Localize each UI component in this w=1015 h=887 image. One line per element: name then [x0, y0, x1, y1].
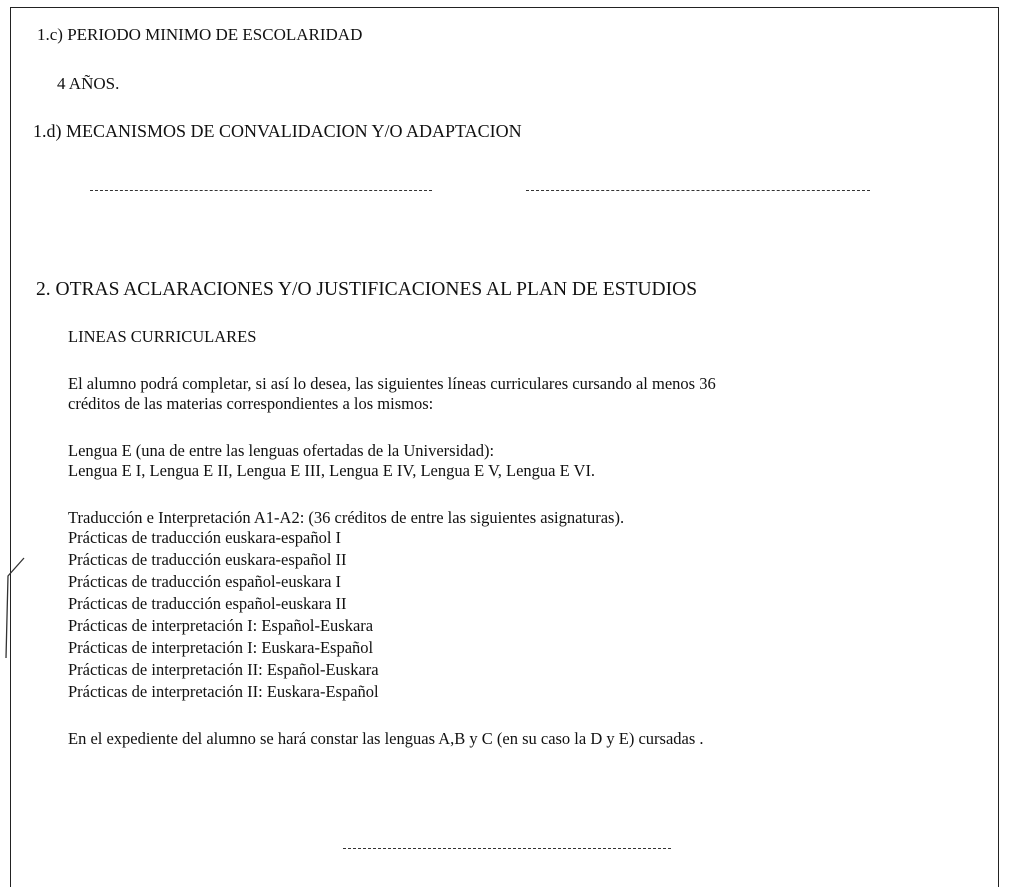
traduccion-title: Traducción e Interpretación A1-A2: (36 créditos de entre las siguientes asignaturas). — [68, 508, 625, 527]
practicas-item: Prácticas de traducción euskara-español II — [68, 550, 347, 569]
intro-line-1: El alumno podrá completar, si así lo desea, las siguientes líneas curriculares cursando al menos 36 — [68, 374, 716, 393]
placeholder-dash-left — [90, 190, 432, 191]
lengua-list: Lengua E I, Lengua E II, Lengua E III, Lengua E IV, Lengua E V, Lengua E VI. — [68, 461, 596, 480]
practicas-item: Prácticas de traducción euskara-español I — [68, 528, 342, 547]
practicas-item: Prácticas de interpretación II: Español-Euskara — [68, 660, 379, 679]
intro-line-2: créditos de las materias correspondientes a los mismos: — [68, 394, 434, 413]
lengua-title: Lengua E (una de entre las lenguas ofertadas de la Universidad): — [68, 441, 495, 460]
placeholder-dash-right — [526, 190, 870, 191]
practicas-item: Prácticas de interpretación I: Euskara-Español — [68, 638, 374, 657]
practicas-item: Prácticas de traducción español-euskara II — [68, 594, 347, 613]
section-1c-heading: 1.c) PERIODO MINIMO DE ESCOLARIDAD — [37, 25, 363, 44]
section-1d-heading: 1.d) MECANISMOS DE CONVALIDACION Y/O ADAPTACION — [33, 121, 522, 141]
practicas-item: Prácticas de interpretación I: Español-Euskara — [68, 616, 374, 635]
section-2-heading: 2. OTRAS ACLARACIONES Y/O JUSTIFICACIONES AL PLAN DE ESTUDIOS — [36, 279, 698, 300]
practicas-item: Prácticas de interpretación II: Euskara-Español — [68, 682, 379, 701]
closing-note: En el expediente del alumno se hará constar las lenguas A,B y C (en su caso la D y E) cursadas . — [68, 729, 704, 748]
section-2-subheading: LINEAS CURRICULARES — [68, 327, 257, 346]
margin-bracket-mark — [0, 548, 28, 668]
section-1c-value: 4 AÑOS. — [57, 74, 120, 93]
placeholder-dash-bottom — [343, 848, 671, 849]
practicas-item: Prácticas de traducción español-euskara I — [68, 572, 342, 591]
